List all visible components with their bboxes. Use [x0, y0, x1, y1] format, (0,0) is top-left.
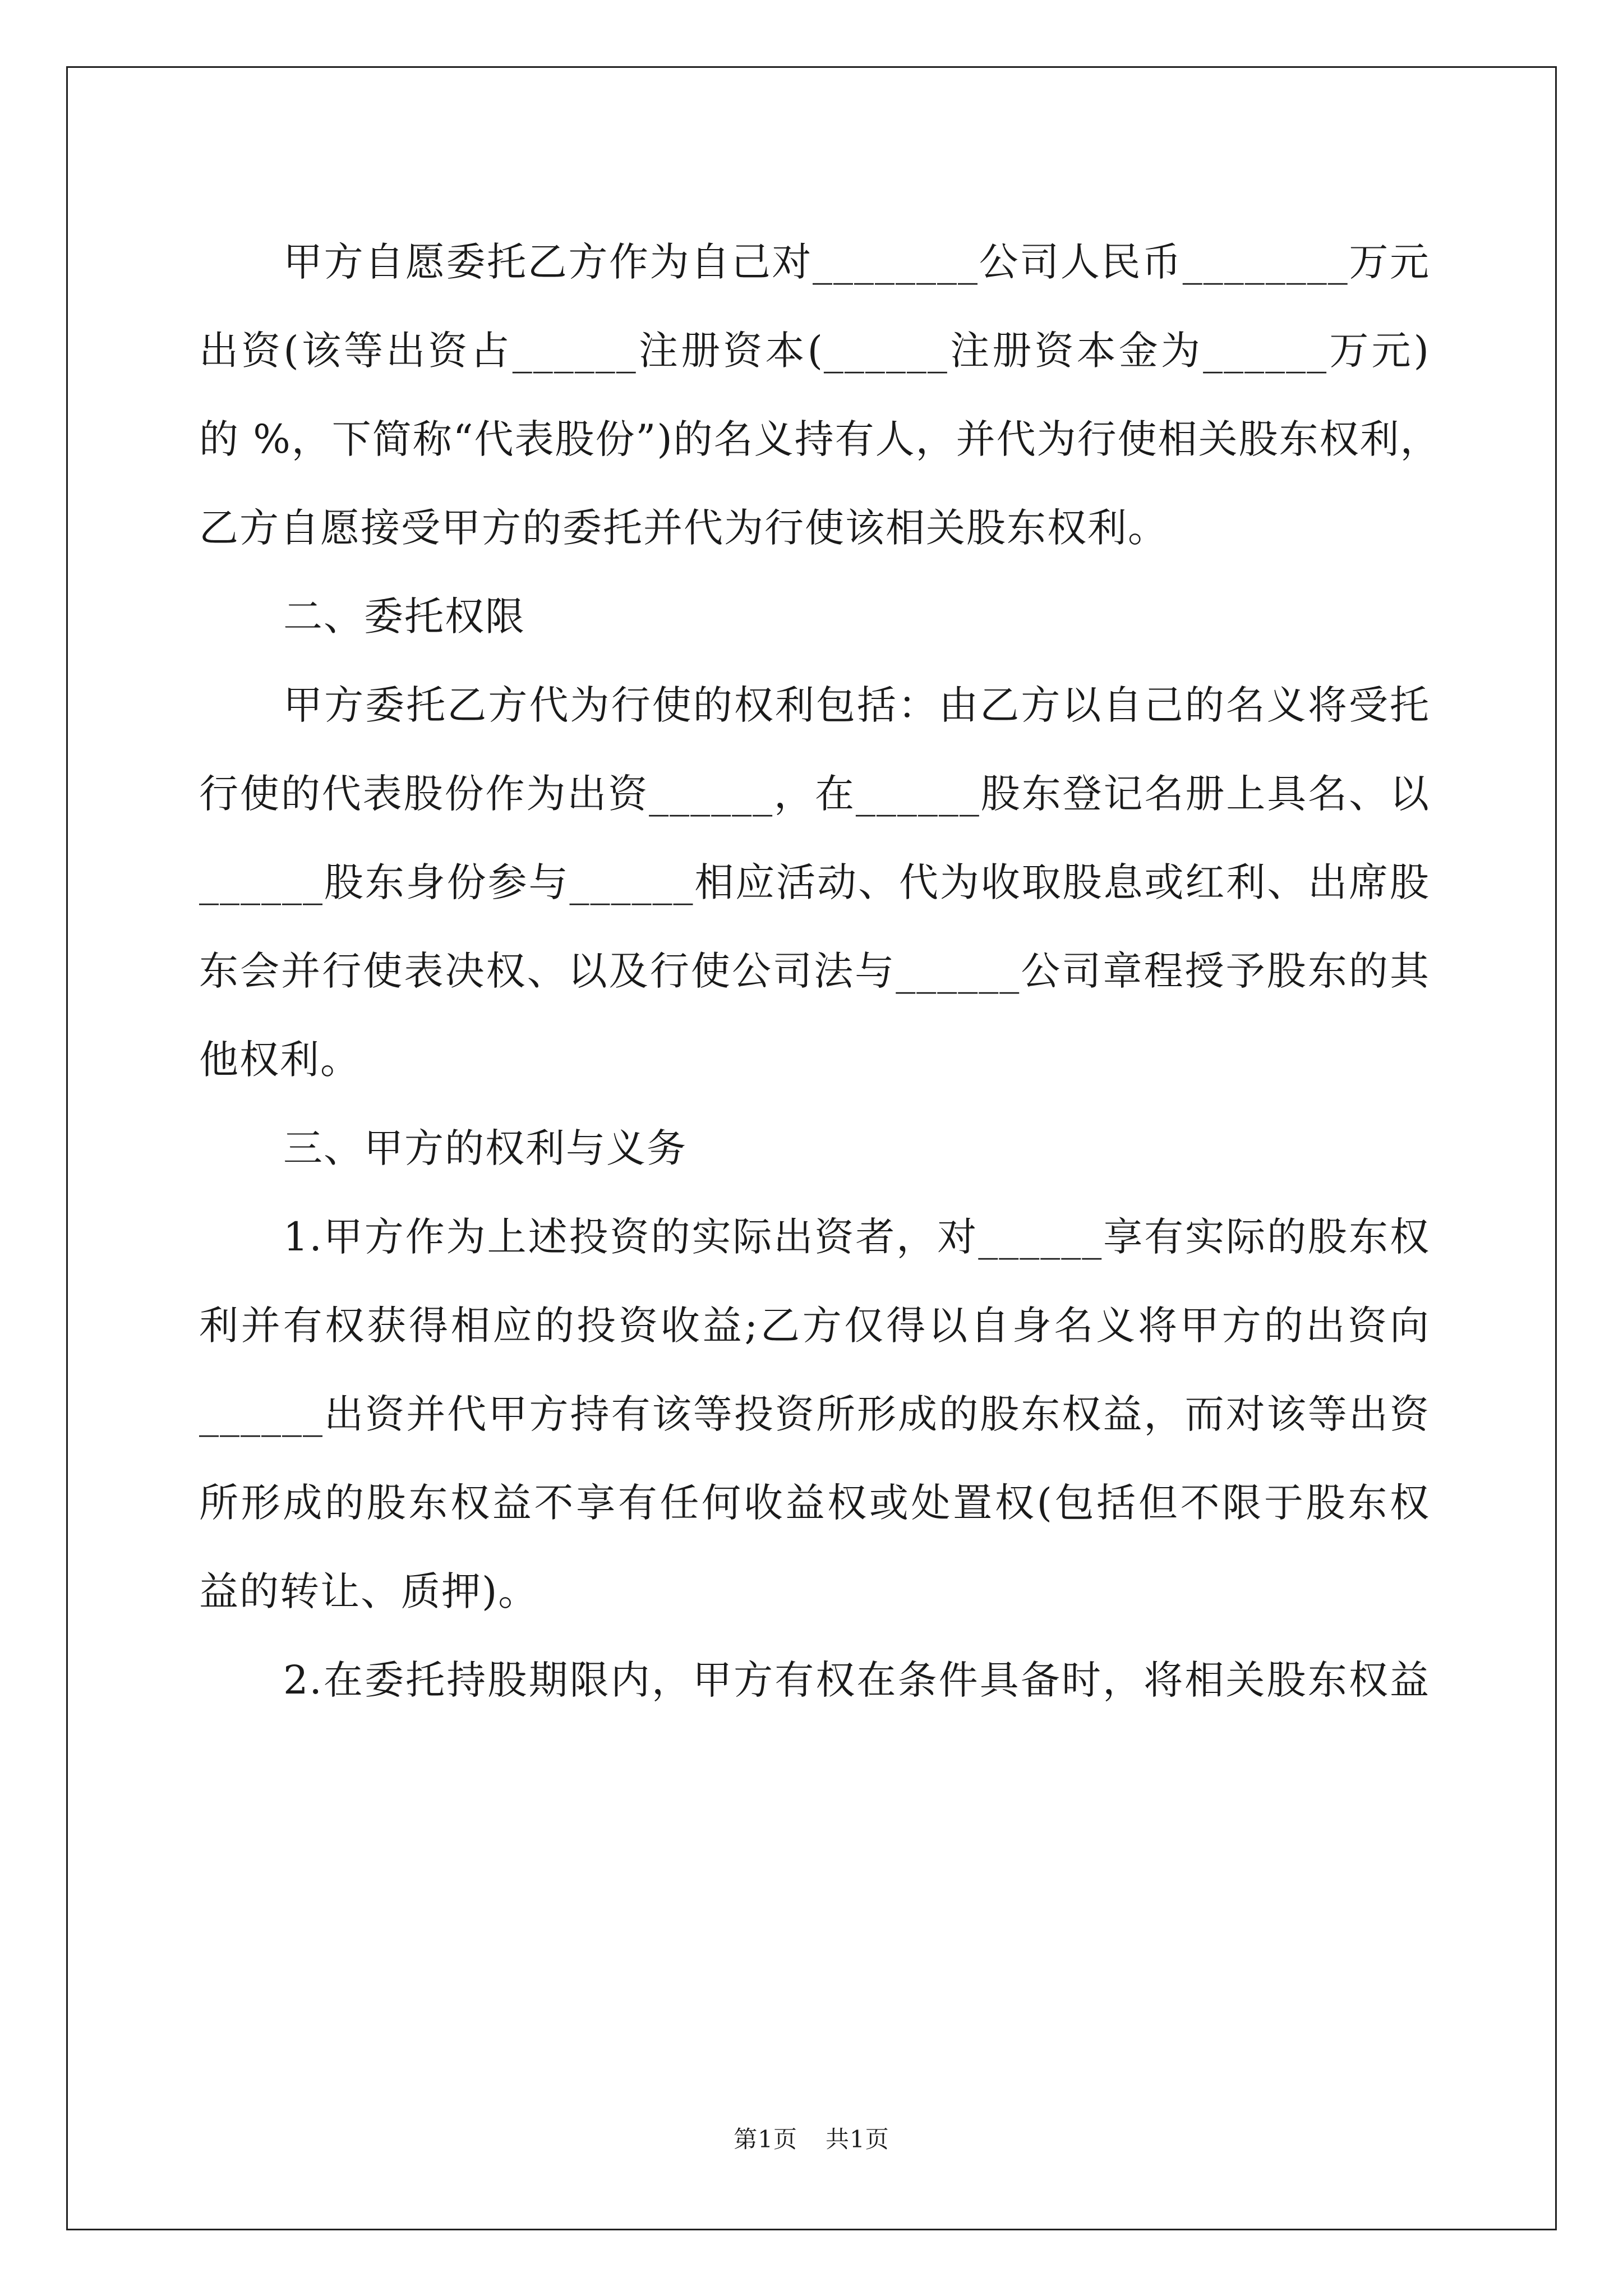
paragraph-line: 2.在委托持股期限内，甲方有权在条件具备时，将相关股东权益 [283, 1657, 1430, 1703]
paragraph-line: 出资(该等出资占______注册资本(______注册资本金为______万元) [199, 328, 1430, 374]
paragraph-line: ______出资并代甲方持有该等投资所形成的股东权益，而对该等出资 [199, 1391, 1430, 1437]
section-heading-party-a-rights: 三、甲方的权利与义务 [283, 1125, 687, 1171]
paragraph-line: 他权利。 [199, 1037, 361, 1083]
section-heading-authority: 二、委托权限 [283, 593, 525, 639]
paragraph-line: 的 %，下简称“代表股份”)的名义持有人，并代为行使相关股东权利， [199, 416, 1441, 462]
paragraph-line: 所形成的股东权益不享有任何收益权或处置权(包括但不限于股东权 [199, 1480, 1430, 1526]
paragraph-line: 甲方自愿委托乙方作为自己对________公司人民币________万元 [283, 239, 1430, 285]
paragraph-line: 甲方委托乙方代为行使的权利包括：由乙方以自己的名义将受托 [283, 682, 1430, 728]
paragraph-line: 1.甲方作为上述投资的实际出资者，对______享有实际的股东权 [283, 1214, 1430, 1260]
paragraph-line: 益的转让、质押)。 [199, 1568, 539, 1614]
page-footer [0, 2121, 1623, 2155]
paragraph-line: 行使的代表股份作为出资______，在______股东登记名册上具名、以 [199, 771, 1430, 817]
paragraph-line: 东会并行使表决权、以及行使公司法与______公司章程授予股东的其 [199, 948, 1430, 994]
page-number: 第1页 [734, 2125, 797, 2153]
paragraph-item-1 [199, 1193, 1430, 1636]
paragraph-line: ______股东身份参与______相应活动、代为收取股息或红利、出席股 [199, 859, 1430, 905]
paragraph-authority [199, 661, 1430, 1104]
paragraph-item-2 [199, 1636, 1430, 1724]
paragraph-line: 利并有权获得相应的投资收益;乙方仅得以自身名义将甲方的出资向 [199, 1303, 1430, 1349]
page-total: 共1页 [826, 2125, 889, 2153]
paragraph-entrustment [199, 218, 1441, 572]
paragraph-line: 乙方自愿接受甲方的委托并代为行使该相关股东权利。 [199, 505, 1168, 551]
document-body [199, 218, 1441, 1724]
